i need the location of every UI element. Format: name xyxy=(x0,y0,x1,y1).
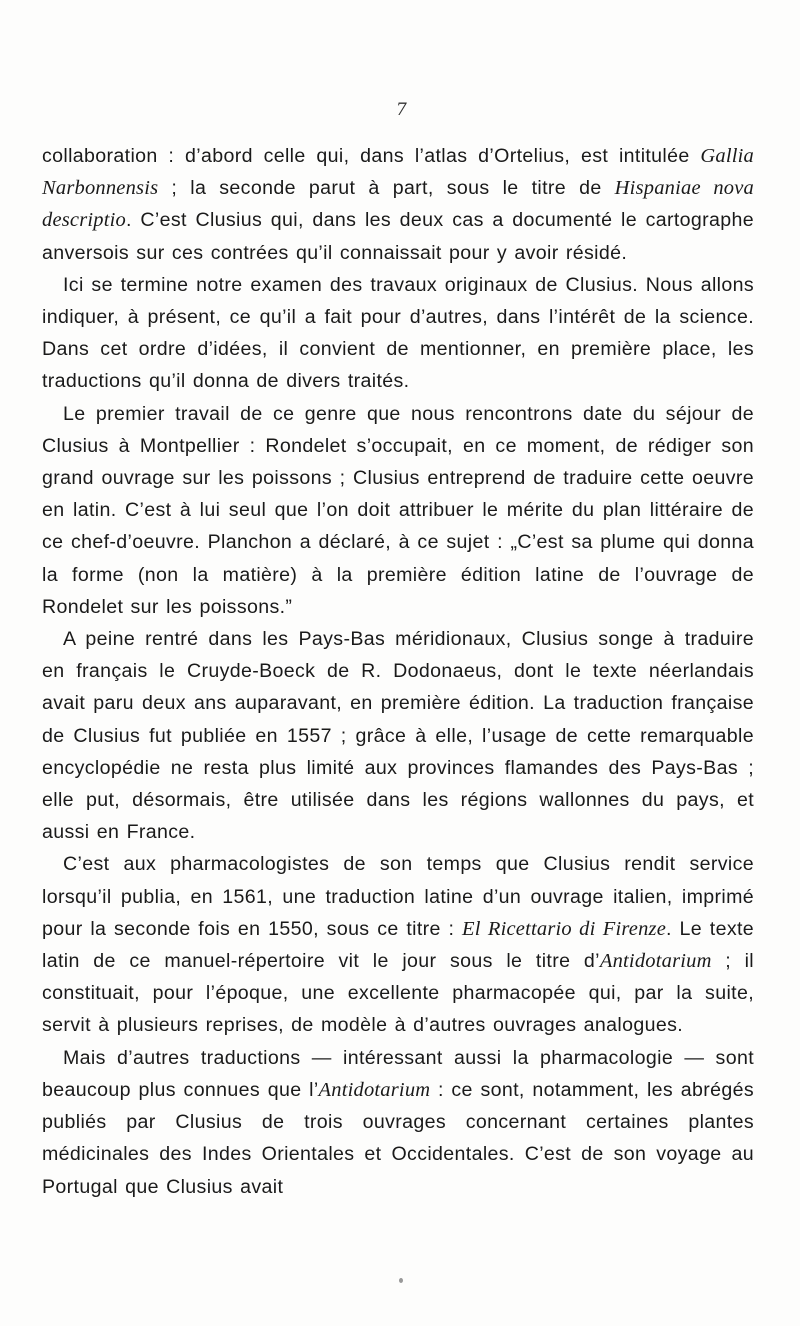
paragraph-traductions: Mais d’autres traductions — intéressant aussi la pharmacologie — sont beaucoup plus connues que l’Antidotarium : ce sont, notamment, les abrégés publiés par Clusius de trois ouvrages concernant certaines plantes médicinales des Indes Orientales et Occidentales. C’est de son voyage au Portugal que Clusius avait xyxy=(42,1046,754,1198)
title-hispaniae-nova-descriptio: Hispaniae nova descriptio xyxy=(42,177,754,232)
title-ricettario-di-firenze: El Ricettario di Firenze xyxy=(462,917,667,940)
page-speck xyxy=(399,1278,403,1283)
title-antidotarium: Antidotarium xyxy=(599,950,712,973)
body-text xyxy=(42,140,754,1203)
paragraph-ricettario: C’est aux pharmacologistes de son temps que Clusius rendit service lorsqu’il publia, en 1561, une traduction latine d’un ouvrage italien, imprimé pour la seconde fois en 1550, sous ce titre : El Ricettario di Firenze. Le texte latin de ce manuel-répertoire vit le jour sous le titre d’Antidotarium ; il constituait, pour l’époque, une excellente pharmacopée qui, par la suite, servit à plusieurs reprises, de modèle à d’autres ouvrages analogues. xyxy=(42,853,755,1037)
title-antidotarium-2: Antidotarium xyxy=(318,1078,431,1101)
page-number: 7 xyxy=(396,100,407,120)
paragraph-dodonaeus: A peine rentré dans les Pays-Bas méridionaux, Clusius songe à traduire en français le Cruyde-Boeck de R. Dodonaeus, dont le texte néerlandais avait paru deux ans auparavant, en première édition. La traduction française de Clusius fut publiée en 1557 ; grâce à elle, l’usage de cette remarquable encyclopédie ne resta plus limité aux provinces flamandes des Pays-Bas ; elle put, désormais, être utilisée dans les régions wallonnes du pays, et aussi en France. xyxy=(42,628,754,844)
title-gallia-narbonnensis: Gallia Narbonnensis xyxy=(42,145,754,200)
paragraph-examen: Ici se termine notre examen des travaux originaux de Clusius. Nous allons indiquer, à présent, ce qu’il a fait pour d’autres, dans l’intérêt de la science. Dans cet ordre d’idées, il convient de mentionner, en première place, les traductions qu’il donna de divers traités. xyxy=(42,273,754,393)
paragraph-montpellier: Le premier travail de ce genre que nous rencontrons date du séjour de Clusius à Montpellier : Rondelet s’occupait, en ce moment, de rédiger son grand ouvrage sur les poissons ; Clusius entreprend de traduire cette oeuvre en latin. C’est à lui seul que l’on doit attribuer le mérite du plan littéraire de ce chef-d’oeuvre. Planchon a déclaré, à ce sujet : „C’est sa plume qui donna la forme (non la matière) à la première édition latine de l’ouvrage de Rondelet sur les poissons.” xyxy=(42,402,754,618)
paragraph-collaboration: collaboration : d’abord celle qui, dans l’atlas d’Ortelius, est intitulée Gallia Narbonnensis ; la seconde parut à part, sous le titre de Hispaniae nova descriptio. C’est Clusius qui, dans les deux cas a documenté le cartographe anversois sur ces contrées qu’il connaissait pour y avoir résidé. xyxy=(42,145,754,264)
